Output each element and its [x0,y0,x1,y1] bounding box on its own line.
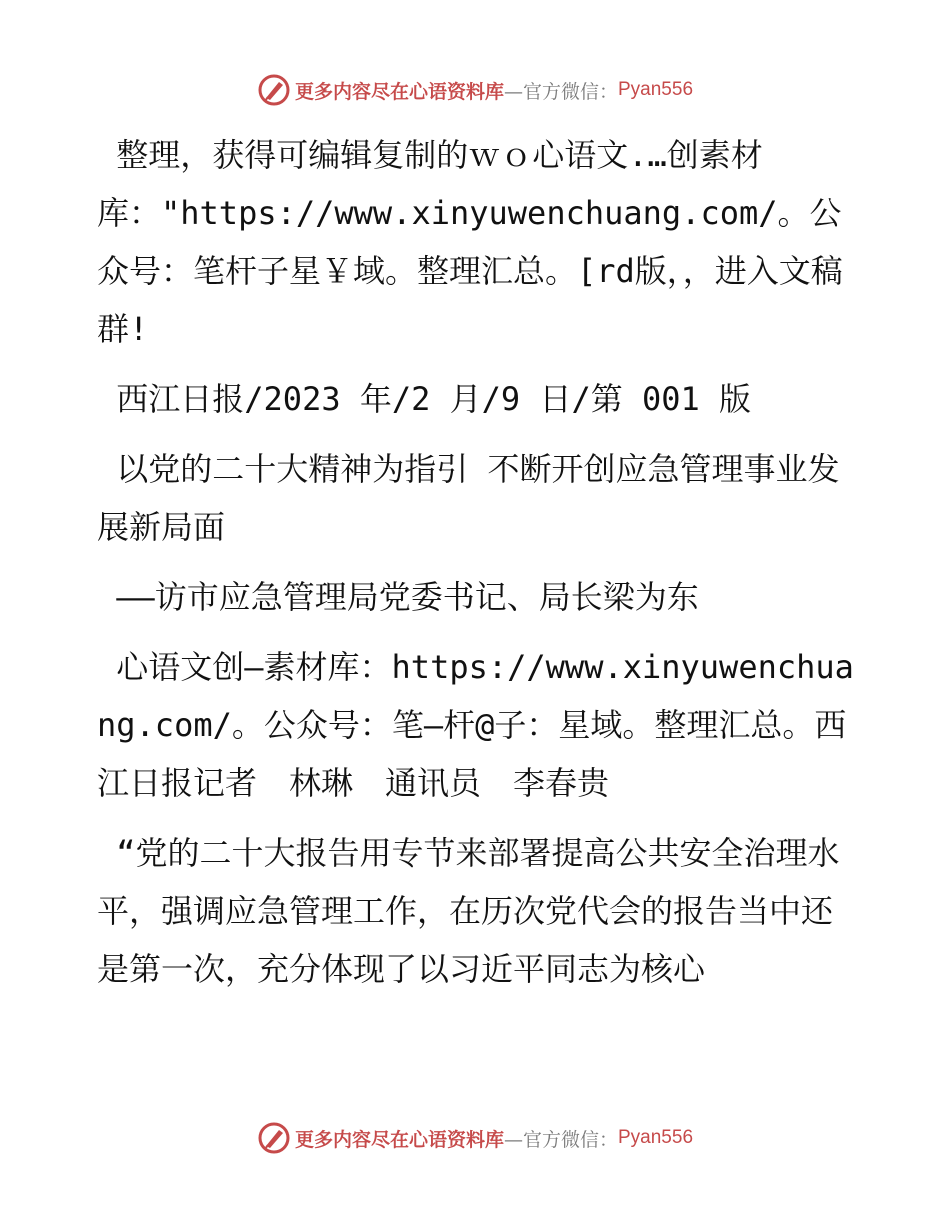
dateline: 西江日报/2023 年/2 月/9 日/第 001 版 [97,380,752,418]
banner-brand-text: 更多内容尽在心语资料库 [294,1128,504,1151]
intro-paragraph: 整理，获得可编辑复制的ｗｏ心语文.…创素材库："https://www.xinyuwenchuang.com/。公众号：笔杆子星￥域。整理汇总。[rd版，，进入文稿群! [97,136,843,348]
quill-logo-icon [257,1121,291,1155]
banner-wechat-label: —官方微信： [503,80,618,103]
header-watermark-banner [0,70,950,110]
banner-wechat-id: Pyan556 [618,79,694,100]
banner-wechat-label: —官方微信： [503,1128,618,1151]
banner-brand-text: 更多内容尽在心语资料库 [294,80,504,103]
byline-paragraph: 心语文创—素材库：https://www.xinyuwenchuang.com/。公众号：笔—杆@子：星域。整理汇总。西江日报记者 林琳 通讯员 李春贵 [97,648,854,802]
headline: 以党的二十大精神为指引 不断开创应急管理事业发展新局面 [97,450,840,546]
banner-wechat-id: Pyan556 [618,1127,694,1148]
footer-watermark-banner [0,1118,950,1158]
document-body [97,126,857,998]
body-paragraph: “党的二十大报告用专节来部署提高公共安全治理水平，强调应急管理工作，在历次党代会的报告当中还是第一次，充分体现了以习近平同志为核心 [97,834,840,988]
subheadline: ——访市应急管理局党委书记、局长梁为东 [97,578,699,616]
quill-logo-icon [257,73,291,107]
